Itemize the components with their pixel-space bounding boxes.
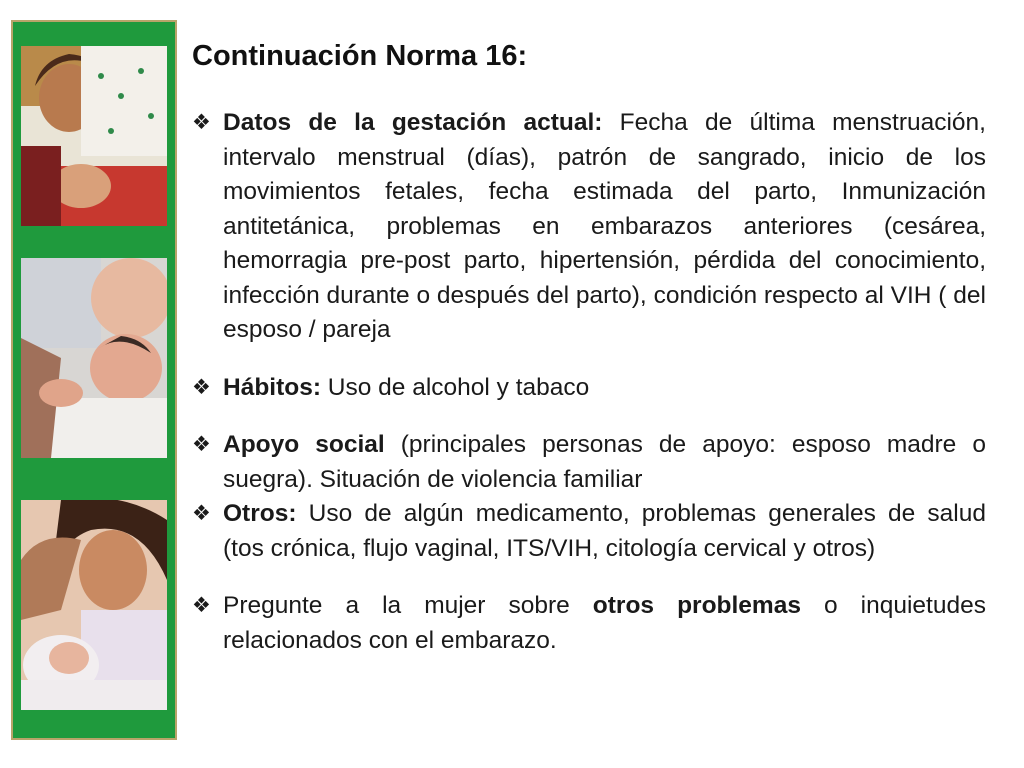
item-bold-label: Apoyo social [223, 431, 385, 458]
list-item [192, 497, 986, 566]
diamond-bullet-icon: ❖ [192, 375, 211, 399]
diamond-bullet-icon: ❖ [192, 433, 211, 456]
diamond-bullet-icon: ❖ [192, 502, 211, 525]
slide-title: Continuación Norma 16: [192, 40, 528, 72]
item-bold-label: otros problemas [592, 592, 801, 619]
content [192, 36, 986, 658]
list-item [192, 589, 986, 658]
item-text: Uso de algún medicamento, problemas generales de salud (tos crónica, flujo vaginal, ITS/VIH, citología cervical y otros) [223, 500, 986, 562]
item-bold-label: Otros: [223, 500, 297, 527]
item-bold-label: Hábitos: [223, 373, 321, 401]
smiling-mother-breastfeeding-photo [21, 500, 167, 710]
item-text: o inquietudes relacionados con el embarazo. [223, 592, 986, 654]
list-item [192, 428, 986, 497]
list-item [192, 106, 986, 348]
bullet-list [192, 106, 986, 658]
item-text: Uso de alcohol y tabaco [321, 373, 590, 401]
list-item [192, 371, 986, 406]
item-prefix-text: Pregunte a la mujer sobre [223, 592, 593, 619]
item-bold-label: Datos de la gestación actual: [223, 109, 603, 136]
item-text: (principales personas de apoyo: esposo madre o suegra). Situación de violencia familiar [223, 431, 986, 493]
diamond-bullet-icon: ❖ [192, 594, 211, 617]
photo-strip [11, 20, 177, 740]
item-text: Fecha de última menstruación, intervalo menstrual (días), patrón de sangrado, inicio de los movimientos fetales, fecha estimada del parto, Inmunización antitetánica, problemas en embarazos anteriores (cesárea, hemorragia pre-post parto, hipertensión, pérdida del conocimiento, infección durante o después del parto), condición respecto al VIH ( del esposo / pareja [223, 109, 986, 343]
diamond-bullet-icon: ❖ [192, 111, 211, 134]
mother-with-newborn-photo [21, 46, 167, 226]
breastfeeding-newborn-photo [21, 258, 167, 458]
